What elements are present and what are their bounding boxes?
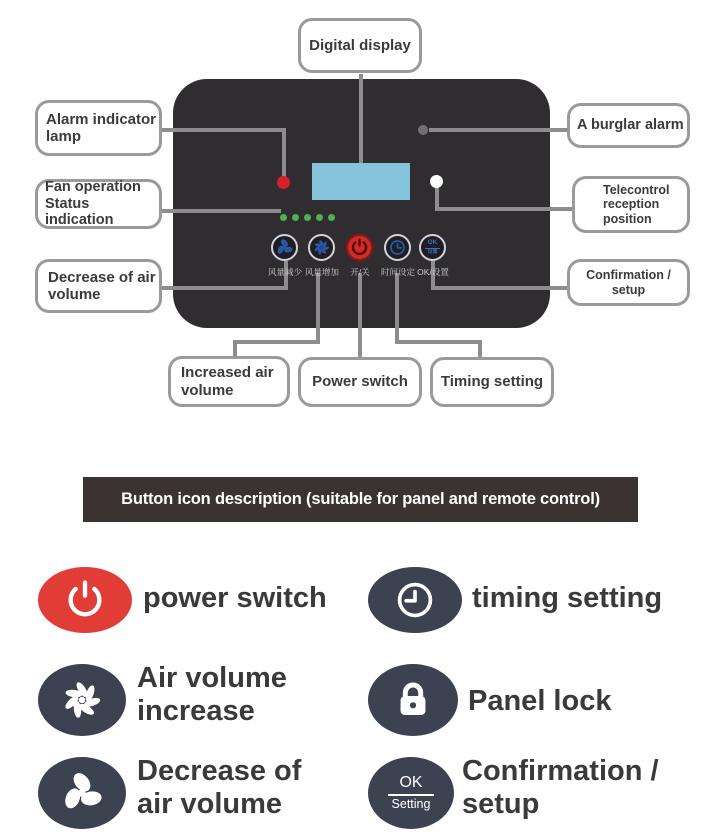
fan-increase-icon (59, 677, 105, 723)
legend-air-increase-label: Air volume increase (137, 662, 287, 728)
legend-air-decrease-badge (38, 757, 126, 829)
power-icon (64, 579, 106, 621)
legend-air-increase-badge (38, 664, 126, 736)
timing-button[interactable] (384, 234, 411, 261)
callout-digital-display: Digital display (298, 18, 422, 73)
callout-telecontrol: Telecontrol reception position (572, 176, 690, 233)
legend-timing-badge (368, 567, 462, 633)
callout-power-switch: Power switch (298, 357, 422, 407)
ok-setting-icon: OK Setting (388, 775, 434, 811)
power-icon (350, 238, 369, 257)
increase-air-label-zh: 风量增加 (304, 267, 339, 277)
fan-decrease-icon (275, 238, 294, 257)
leader-alarm-h (162, 128, 286, 132)
ok-setting-label-zh: OK/设置 (417, 267, 449, 277)
leader-telecontrol-h (435, 207, 572, 211)
decrease-air-label-zh: 风量减少 (267, 267, 302, 277)
burglar-alarm-led (418, 125, 428, 135)
clock-icon (388, 238, 407, 257)
legend-confirmation-label: Confirmation / setup (462, 755, 659, 821)
legend-timing-label: timing setting (472, 582, 663, 614)
leader-confirmation-h (431, 286, 569, 290)
legend-air-decrease-label: Decrease of air volume (137, 755, 302, 821)
lock-icon (391, 678, 435, 722)
callout-decrease-air: Decrease of air volume (35, 259, 162, 313)
decrease-air-button[interactable] (271, 234, 298, 261)
callout-fan-status: Fan operation Status indication (35, 179, 162, 229)
ok-setting-button[interactable] (419, 234, 446, 261)
clock-icon (393, 578, 437, 622)
callout-timing-setting: Timing setting (430, 357, 554, 407)
section-banner: Button icon description (suitable for panel and remote control) (83, 477, 638, 522)
callout-burglar-alarm: A burglar alarm (567, 103, 690, 148)
callout-increased-air: Increased air volume (168, 356, 290, 407)
legend-power-label: power switch (143, 582, 327, 614)
power-button[interactable] (346, 234, 373, 261)
leader-timing-v1 (395, 273, 399, 344)
legend-confirmation-badge (368, 757, 454, 829)
leader-timing-h (395, 340, 482, 344)
legend-power-badge (38, 567, 132, 633)
callout-alarm-indicator: Alarm indicator lamp (35, 100, 162, 156)
leader-power (358, 273, 362, 360)
legend-panel-lock-badge (368, 664, 458, 736)
telecontrol-reception-led (430, 175, 443, 188)
alarm-indicator-led (277, 176, 290, 189)
leader-burglar (429, 128, 569, 132)
fan-status-leds (280, 214, 335, 221)
ok-setting-icon: OK 设置 (425, 240, 440, 255)
increase-air-button[interactable] (308, 234, 335, 261)
leader-fan-status (162, 209, 281, 213)
timing-label-zh: 时间设定 (380, 267, 415, 277)
leader-digital-display (359, 74, 363, 168)
leader-increased-v1 (316, 273, 320, 344)
leader-increased-h (233, 340, 320, 344)
callout-confirmation: Confirmation / setup (567, 259, 690, 306)
legend-panel-lock-label: Panel lock (468, 685, 612, 717)
leader-decrease-h (162, 286, 288, 290)
fan-decrease-icon (59, 770, 105, 816)
power-label-zh: 开/关 (350, 267, 370, 277)
leader-alarm-v (282, 128, 286, 177)
fan-increase-icon (312, 238, 331, 257)
digital-display-screen (312, 163, 410, 200)
